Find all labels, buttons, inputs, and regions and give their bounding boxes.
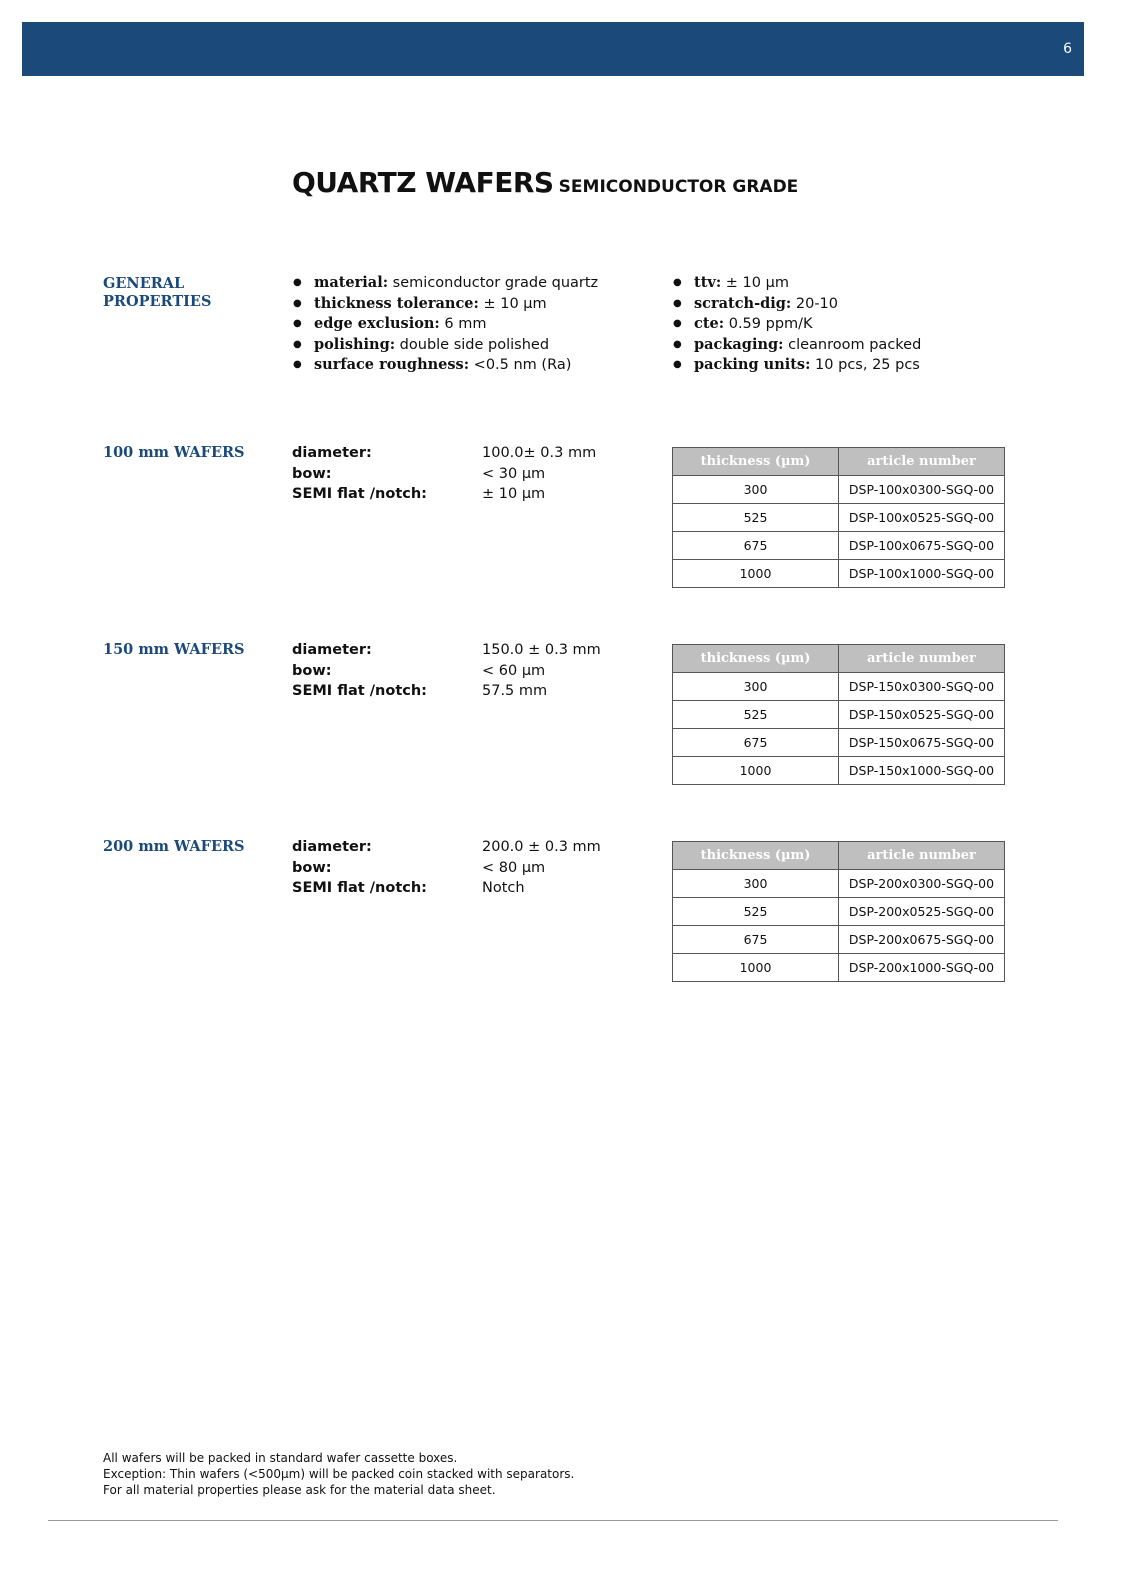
cell-article: DSP-150x0525-SGQ-00: [839, 701, 1005, 729]
list-item: [672, 335, 921, 356]
table-row: [673, 476, 1005, 504]
column-header-thickness: thickness (µm): [673, 842, 839, 870]
spec-value: 200.0 ± 0.3 mm: [482, 839, 601, 855]
spec-value: 150.0 ± 0.3 mm: [482, 642, 601, 658]
cell-article: DSP-100x0525-SGQ-00: [839, 504, 1005, 532]
footnote-line: Exception: Thin wafers (<500µm) will be packed coin stacked with separators.: [103, 1467, 575, 1481]
table-row: [673, 673, 1005, 701]
property-key: ttv:: [694, 274, 722, 291]
table-row: [673, 560, 1005, 588]
table-row: [673, 532, 1005, 560]
cell-article: DSP-100x0300-SGQ-00: [839, 476, 1005, 504]
property-value: ± 10 µm: [721, 275, 789, 291]
page-number: 6: [1063, 41, 1072, 57]
spec-key: bow:: [292, 662, 332, 679]
spec-row-bow: [292, 858, 632, 879]
footnote: [103, 1450, 574, 1498]
cell-article: DSP-200x1000-SGQ-00: [839, 954, 1005, 982]
property-key: thickness tolerance:: [314, 294, 479, 312]
cell-article: DSP-200x0675-SGQ-00: [839, 926, 1005, 954]
list-item: [292, 355, 598, 376]
wafer-150mm-table: [672, 644, 1005, 785]
spec-row-flat-notch: [292, 484, 632, 505]
property-key: surface roughness:: [314, 356, 470, 374]
cell-article: DSP-100x0675-SGQ-00: [839, 532, 1005, 560]
spec-row-diameter: [292, 443, 632, 464]
title-subtitle: SEMICONDUCTOR GRADE: [558, 177, 799, 197]
list-item: [292, 294, 598, 315]
property-value: 0.59 ppm/K: [724, 316, 813, 333]
cell-article: DSP-200x0525-SGQ-00: [839, 898, 1005, 926]
wafer-100mm-table: [672, 447, 1005, 588]
cell-article: DSP-200x0300-SGQ-00: [839, 870, 1005, 898]
general-properties-left-list: [292, 273, 598, 376]
wafer-200mm-specs: [292, 837, 632, 899]
property-value: ± 10 µm: [478, 295, 547, 312]
cell-thickness: 675: [673, 532, 839, 560]
spec-key: bow:: [292, 465, 332, 482]
property-value: cleanroom packed: [783, 336, 922, 353]
cell-thickness: 300: [673, 673, 839, 701]
general-label-line2: PROPERTIES: [103, 293, 212, 310]
list-item: [672, 355, 921, 376]
wafer-200mm-label: 200 mm WAFERS: [103, 838, 245, 855]
table-header-row: [673, 645, 1005, 673]
column-header-thickness: thickness (µm): [673, 645, 839, 673]
property-key: packaging:: [694, 335, 784, 353]
property-key: edge exclusion:: [314, 315, 440, 333]
footnote-line: All wafers will be packed in standard wafer cassette boxes.: [103, 1451, 458, 1465]
spec-value: ± 10 µm: [482, 486, 546, 503]
property-value: semiconductor grade quartz: [388, 275, 599, 291]
general-label-line1: GENERAL: [103, 275, 185, 292]
list-item: [292, 335, 598, 356]
wafer-150mm-specs: [292, 640, 632, 702]
cell-thickness: 525: [673, 701, 839, 729]
spec-key: SEMI flat /notch:: [292, 683, 427, 700]
spec-key: diameter:: [292, 839, 372, 855]
page-title: [292, 166, 798, 199]
list-item: [672, 273, 921, 294]
property-key: scratch-dig:: [694, 294, 792, 312]
footnote-line: For all material properties please ask for the material data sheet.: [103, 1483, 496, 1497]
property-value: <0.5 nm (Ra): [469, 357, 572, 374]
spec-key: SEMI flat /notch:: [292, 486, 427, 503]
spec-value: < 60 µm: [482, 662, 546, 679]
spec-row-bow: [292, 464, 632, 485]
cell-thickness: 525: [673, 504, 839, 532]
table-row: [673, 504, 1005, 532]
header-bar: [22, 22, 1084, 76]
cell-thickness: 675: [673, 729, 839, 757]
wafer-100mm-specs: [292, 443, 632, 505]
wafer-150mm-label: 150 mm WAFERS: [103, 641, 245, 658]
list-item: [672, 314, 921, 335]
cell-thickness: 1000: [673, 560, 839, 588]
cell-article: DSP-150x0675-SGQ-00: [839, 729, 1005, 757]
cell-article: DSP-100x1000-SGQ-00: [839, 560, 1005, 588]
column-header-thickness: thickness (µm): [673, 448, 839, 476]
column-header-article: article number: [839, 645, 1005, 673]
cell-thickness: 300: [673, 476, 839, 504]
spec-key: diameter:: [292, 445, 372, 461]
table-row: [673, 870, 1005, 898]
list-item: [672, 294, 921, 315]
list-item: [292, 273, 598, 294]
spec-row-diameter: [292, 640, 632, 661]
spec-row-flat-notch: [292, 681, 632, 702]
table-row: [673, 729, 1005, 757]
spec-value: 100.0± 0.3 mm: [482, 445, 597, 461]
column-header-article: article number: [839, 842, 1005, 870]
cell-thickness: 1000: [673, 757, 839, 785]
property-value: 20-10: [791, 295, 839, 312]
property-key: cte:: [694, 315, 725, 333]
table-row: [673, 926, 1005, 954]
spec-value: Notch: [482, 880, 525, 897]
cell-article: DSP-150x1000-SGQ-00: [839, 757, 1005, 785]
spec-key: bow:: [292, 859, 332, 876]
spec-row-flat-notch: [292, 878, 632, 899]
table-row: [673, 954, 1005, 982]
property-value: double side polished: [395, 336, 550, 353]
table-row: [673, 757, 1005, 785]
bottom-divider: [48, 1520, 1058, 1521]
cell-thickness: 675: [673, 926, 839, 954]
list-item: [292, 314, 598, 335]
spec-key: diameter:: [292, 642, 372, 658]
property-value: 10 pcs, 25 pcs: [810, 357, 920, 374]
table-header-row: [673, 842, 1005, 870]
wafer-100mm-label: 100 mm WAFERS: [103, 444, 245, 461]
table-header-row: [673, 448, 1005, 476]
cell-article: DSP-150x0300-SGQ-00: [839, 673, 1005, 701]
title-main: QUARTZ WAFERS: [292, 166, 554, 199]
property-key: polishing:: [314, 335, 396, 353]
cell-thickness: 525: [673, 898, 839, 926]
spec-key: SEMI flat /notch:: [292, 880, 427, 897]
spec-value: < 80 µm: [482, 859, 546, 876]
cell-thickness: 300: [673, 870, 839, 898]
spec-value: < 30 µm: [482, 465, 546, 482]
spec-row-diameter: [292, 837, 632, 858]
property-value: 6 mm: [439, 316, 487, 333]
spec-row-bow: [292, 661, 632, 682]
general-properties-label: [103, 275, 211, 311]
wafer-200mm-table: [672, 841, 1005, 982]
spec-value: 57.5 mm: [482, 683, 548, 700]
property-key: packing units:: [694, 356, 811, 374]
general-properties-right-list: [672, 273, 921, 376]
table-row: [673, 701, 1005, 729]
column-header-article: article number: [839, 448, 1005, 476]
cell-thickness: 1000: [673, 954, 839, 982]
table-row: [673, 898, 1005, 926]
property-key: material:: [314, 274, 389, 291]
